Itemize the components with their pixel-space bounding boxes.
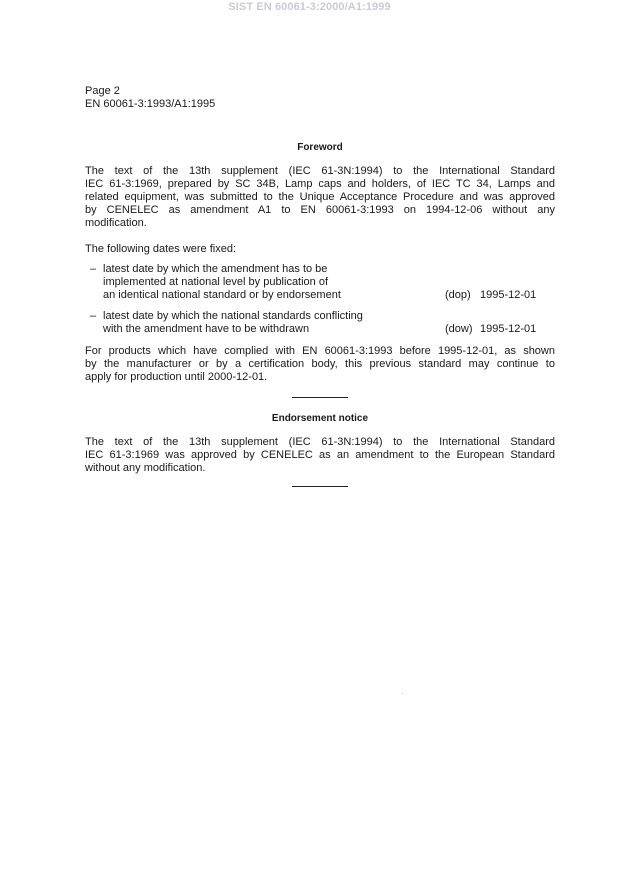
foreword-paragraph-1 [85, 165, 555, 230]
text-line: related equipment, was submitted to the Unique Acceptance Procedure and was approved [85, 191, 555, 203]
watermark: SIST EN 60061-3:2000/A1:1999 [228, 1, 391, 13]
text-line: IEC 61-3:1969 was approved by CENELEC as an amendment to the European Standard [85, 449, 555, 461]
text-line: an identical national standard or by endorsement [103, 289, 341, 301]
text-line: by CENELEC as amendment A1 to EN 60061-3:1993 on 1994-12-06 without any [85, 204, 555, 216]
foreword-paragraph-3 [85, 345, 555, 384]
text-line: modification. [85, 217, 147, 229]
endorsement-paragraph [85, 436, 555, 475]
text-line: implemented at national level by publication of [103, 276, 329, 288]
text-line: The text of the 13th supplement (IEC 61-3N:1994) to the International Standard [85, 165, 555, 177]
text-line: by the manufacturer or by a certification body, this previous standard may continue to [85, 358, 555, 370]
text-line: latest date by which the amendment has to be [103, 263, 328, 275]
text-line: without any modification. [85, 462, 206, 474]
page-number: Page 2 [85, 85, 120, 97]
dop-item [85, 263, 555, 302]
text-line: latest date by which the national standards conflicting [103, 310, 363, 322]
text-line: apply for production until 2000-12-01. [85, 371, 268, 383]
text-line: IEC 61-3:1969, prepared by SC 34B, Lamp caps and holders, of IEC TC 34, Lamps and [85, 178, 555, 190]
dow-item [85, 310, 555, 336]
dow-code: (dow) [445, 323, 473, 335]
foreword-heading: Foreword [297, 142, 343, 153]
list-dash: – [90, 310, 97, 322]
dates-intro: The following dates were fixed: [85, 243, 237, 255]
text-line: The text of the 13th supplement (IEC 61-3N:1994) to the International Standard [85, 436, 555, 448]
text-line: with the amendment have to be withdrawn [103, 323, 310, 335]
endorsement-heading: Endorsement notice [271, 413, 369, 424]
end-divider [292, 486, 348, 487]
text-line: For products which have complied with EN 60061-3:1993 before 1995-12-01, as shown [85, 345, 555, 357]
dop-code: (dop) [445, 289, 471, 301]
dop-date: 1995-12-01 [480, 289, 537, 301]
list-dash: – [90, 263, 97, 275]
scan-speck [402, 693, 403, 694]
document-id: EN 60061-3:1993/A1:1995 [85, 98, 216, 110]
document-page [85, 85, 555, 487]
dow-date: 1995-12-01 [480, 323, 537, 335]
